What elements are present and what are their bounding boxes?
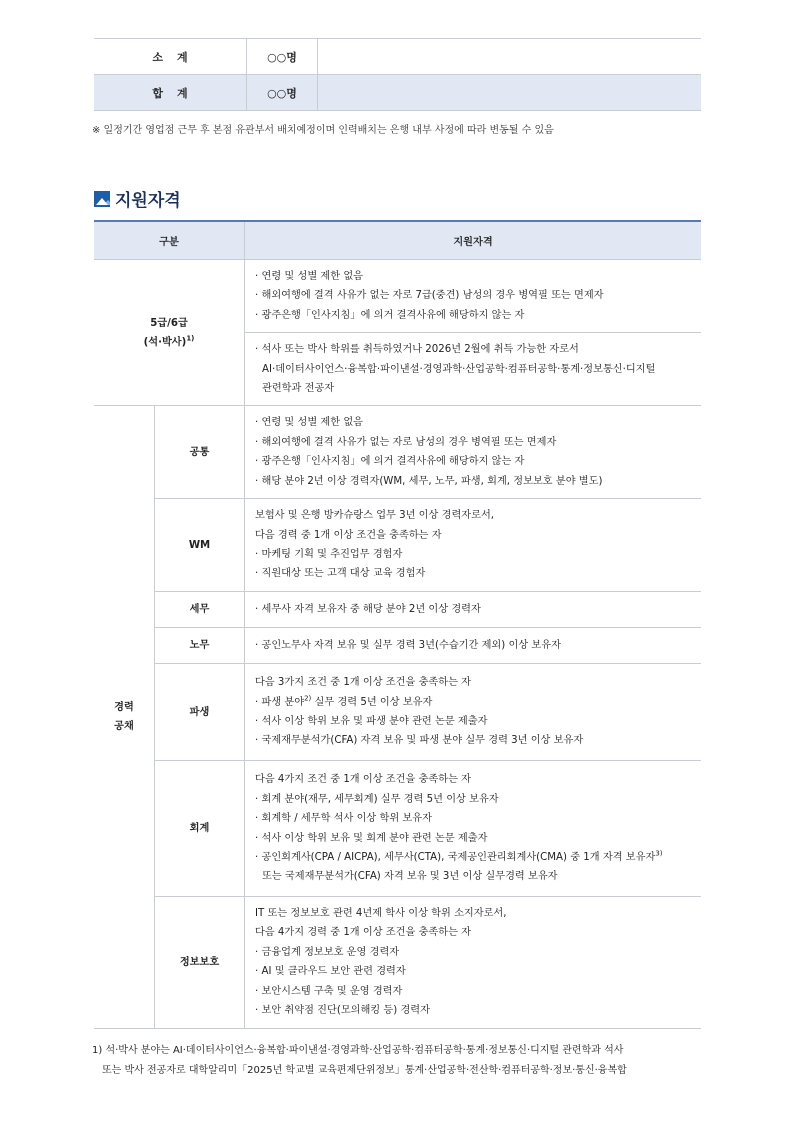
list-item: · 연령 및 성별 제한 없음 (255, 271, 363, 282)
list-item: · 보안시스템 구축 및 운영 경력자 (255, 985, 403, 997)
grade56-row-1 (94, 260, 701, 333)
career-wm-row (94, 499, 701, 592)
security-requirements (245, 897, 702, 1028)
list-item: · 석사 이상 학위 보유 및 파생 분야 관련 논문 제출자 (255, 716, 488, 728)
derivatives-line1-pre: · 파생 분야 (255, 696, 305, 708)
career-security-row (94, 897, 701, 1028)
career-label-line2: 공채 (114, 720, 134, 732)
list-item: · 직원대상 또는 고객 대상 교육 경험자 (255, 568, 426, 580)
total-label: 합계 (94, 75, 247, 111)
list-item: · 석사 또는 박사 학위를 취득하였거나 2026년 2월에 취득 가능한 자로서 (255, 344, 579, 356)
list-item: · 마케팅 기획 및 추진업무 경험자 (255, 549, 403, 561)
grade56-label-line1: 5급/6급 (150, 317, 188, 329)
header-qualification: 지원자격 (245, 221, 702, 260)
common-label: 공통 (155, 406, 245, 499)
labor-label: 노무 (155, 628, 245, 664)
career-label-line1: 경력 (114, 701, 134, 713)
list-item: · AI 및 클라우드 보안 관련 경력자 (255, 966, 406, 978)
list-item: · 석사 이상 학위 보유 및 회계 분야 관련 논문 제출자 (255, 832, 488, 844)
accounting-label: 회계 (155, 761, 245, 897)
grade56-degree-requirements (245, 333, 702, 406)
security-label: 정보보호 (155, 897, 245, 1028)
list-item: · 회계 분야(재무, 세무회계) 실무 경력 5년 이상 보유자 (255, 793, 499, 805)
list-item: 다음 4가지 조건 중 1개 이상 조건을 충족하는 자 (255, 774, 472, 786)
staffing-note: ※ 일정기간 영업점 근무 후 본점 유관부서 배치예정이며 인력배치는 은행 내부 사정에 따라 변동될 수 있음 (92, 125, 554, 136)
header-category: 구분 (94, 221, 245, 260)
section-marker-icon (94, 191, 110, 207)
subtotal-row (94, 39, 701, 75)
list-item: AI·데이터사이언스·융복합·파이낸셜·경영과학·산업공학·컴퓨터공학·통계·정보통신·디지털 (262, 363, 656, 375)
subtotal-value: ○○명 (247, 39, 318, 75)
list-item: 또는 국제재무분석가(CFA) 자격 보유 및 3년 이상 실무경력 보유자 (262, 871, 558, 883)
derivatives-footnote-ref: 2) (304, 694, 312, 703)
tax-requirements (245, 592, 702, 628)
qualification-table (94, 220, 701, 1029)
accounting-line4-pre: · 공인회계사(CPA / AICPA), 세무사(CTA), 국제공인관리회계사(CMA) 중 1개 자격 보유자 (255, 851, 656, 863)
grade56-label (94, 260, 245, 406)
list-item: · 금융업계 정보보호 운영 경력자 (255, 946, 400, 958)
footnote-line2: 또는 박사 전공자로 대학알리미「2025년 학교별 교육편제단위정보」통계·산업공학·전산학·컴퓨터공학·정보·통신·융복합 (102, 1064, 627, 1076)
total-row (94, 75, 701, 111)
list-item: · 광주은행「인사지침」에 의거 결격사유에 해당하지 않는 자 (255, 309, 525, 321)
grade56-general-requirements (245, 260, 702, 333)
footnote-line1: 1) 석·박사 분야는 AI·데이터사이언스·융복합·파이낸셜·경영과학·산업공학·컴퓨터공학·통계·정보통신·디지털 관련학과 석사 (92, 1045, 624, 1056)
career-tax-row (94, 592, 701, 628)
career-derivatives-row (94, 664, 701, 761)
list-item: · 회계학 / 세무학 석사 이상 학위 보유자 (255, 813, 432, 825)
list-item: 다음 경력 중 1개 이상 조건을 충족하는 자 (255, 529, 442, 541)
list-item: IT 또는 정보보호 관련 4년제 학사 이상 학위 소지자로서, (255, 908, 507, 920)
list-item (255, 693, 691, 712)
derivatives-requirements (245, 664, 702, 761)
list-item (255, 848, 691, 867)
grade56-label-line2: (석·박사) (143, 336, 187, 348)
subtotal-empty-cell (318, 39, 702, 75)
wm-requirements (245, 499, 702, 592)
total-empty-cell (318, 75, 702, 111)
grade56-footnote-ref: 1) (186, 334, 195, 343)
list-item: 다음 3가지 조건 중 1개 이상 조건을 충족하는 자 (255, 677, 472, 689)
list-item: · 세무사 자격 보유자 중 해당 분야 2년 이상 경력자 (255, 603, 481, 615)
subtotal-label: 소계 (94, 39, 247, 75)
tax-label: 세무 (155, 592, 245, 628)
career-label (94, 406, 155, 1028)
list-item: 보험사 및 은행 방카슈랑스 업무 3년 이상 경력자로서, (255, 510, 495, 522)
footnote (92, 1041, 627, 1080)
list-item: · 공인노무사 자격 보유 및 실무 경력 3년(수습기간 제외) 이상 보유자 (255, 639, 561, 651)
labor-requirements (245, 628, 702, 664)
list-item: 관련학과 전공자 (262, 383, 335, 395)
list-item: · 해외여행에 결격 사유가 없는 자로 7급(중견) 남성의 경우 병역필 또는 면제자 (255, 290, 604, 302)
section-heading (94, 186, 181, 211)
common-requirements (245, 406, 702, 499)
list-item: · 보안 취약점 진단(모의해킹 등) 경력자 (255, 1005, 430, 1017)
list-item: · 광주은행「인사지침」에 의거 결격사유에 해당하지 않는 자 (255, 456, 525, 468)
section-title: 지원자격 (115, 191, 181, 211)
derivatives-label: 파생 (155, 664, 245, 761)
list-item: · 연령 및 성별 제한 없음 (255, 417, 363, 429)
career-labor-row (94, 628, 701, 664)
headcount-summary-table (94, 38, 701, 111)
career-accounting-row (94, 761, 701, 897)
derivatives-line1-post: 실무 경력 5년 이상 보유자 (311, 696, 433, 708)
list-item: · 해외여행에 결격 사유가 없는 자로 남성의 경우 병역필 또는 면제자 (255, 436, 557, 448)
accounting-requirements (245, 761, 702, 897)
grade56-label-line2-wrap (94, 333, 244, 352)
table-header-row (94, 221, 701, 260)
accounting-footnote-ref: 3) (655, 849, 663, 858)
total-value: ○○명 (247, 75, 318, 111)
list-item: · 해당 분야 2년 이상 경력자(WM, 세무, 노무, 파생, 회계, 정보보호 분야 별도) (255, 475, 603, 487)
wm-label: WM (155, 499, 245, 592)
list-item: 다음 4가지 경력 중 1개 이상 조건을 충족하는 자 (255, 927, 472, 939)
list-item: · 국제재무분석가(CFA) 자격 보유 및 파생 분야 실무 경력 3년 이상 보유자 (255, 735, 584, 747)
career-common-row (94, 406, 701, 499)
